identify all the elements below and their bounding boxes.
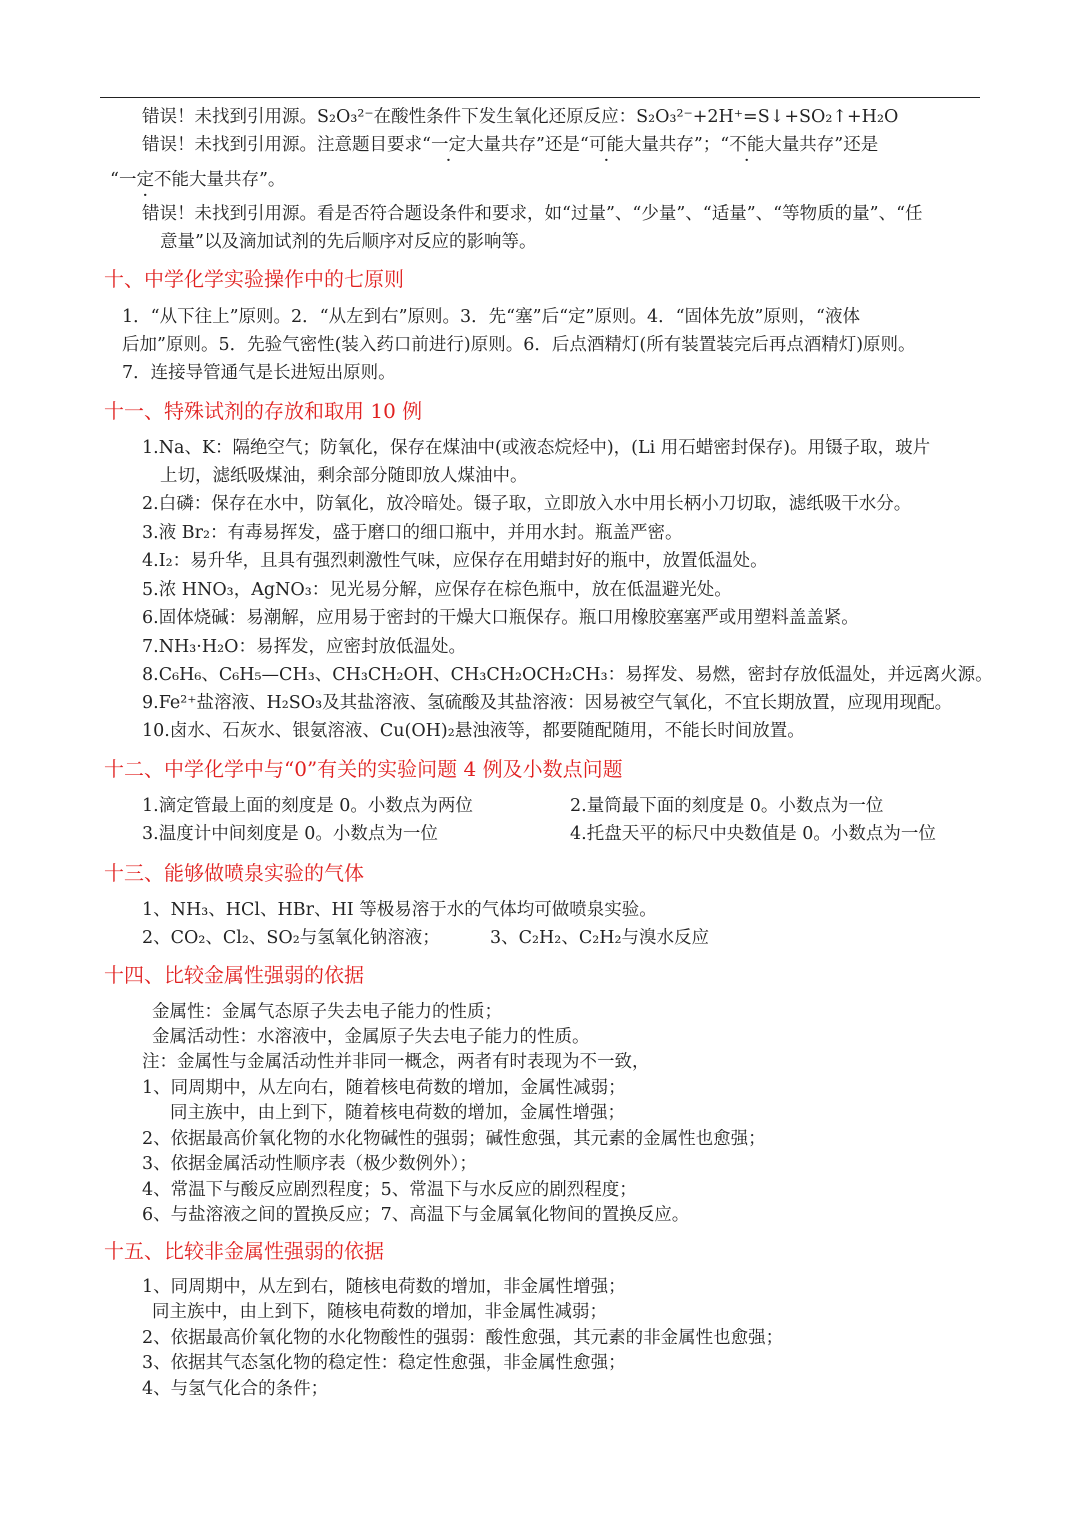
s12-item-1: 1.滴定管最上面的刻度是 0。小数点为两位 (142, 796, 473, 816)
s14-line-7: 3、依据金属活动性顺序表（极少数例外）； (142, 1154, 477, 1174)
s12-item-4: 4.托盘天平的标尺中央数值是 0。小数点为一位 (570, 824, 936, 844)
s11-item-1: 1.Na、K：隔绝空气；防氧化，保存在煤油中(或液态烷烃中)，(Li 用石蜡密封保存)。用镊子取，玻片 (142, 438, 931, 458)
section-15-heading: 十五、比较非金属性强弱的依据 (104, 1239, 384, 1263)
s12-item-3: 3.温度计中间刻度是 0。小数点为一位 (142, 824, 438, 844)
section-10-heading: 十、中学化学实验操作中的七原则 (104, 267, 404, 291)
intro-line-5: 意量”以及滴加试剂的先后顺序对反应的影响等。 (160, 232, 537, 252)
intro-line-2: 错误！未找到引用源。注意题目要求“一定大量共存”还是“可能大量共存”；“不能大量共存”还是 (142, 135, 879, 155)
s13-line-1: 1、NH₃、HCl、HBr、HI 等极易溶于水的气体均可做喷泉实验。 (142, 900, 657, 920)
emphasis-dots: 可能 (588, 135, 624, 155)
s11-item-9: 9.Fe²⁺盐溶液、H₂SO₃及其盐溶液、氢硫酸及其盐溶液：因易被空气氧化，不宜长期放置，应现用现配。 (142, 693, 953, 713)
s15-line-4: 3、依据其气态氢化物的稳定性：稳定性愈强，非金属性愈强； (142, 1353, 626, 1373)
section-14-heading: 十四、比较金属性强弱的依据 (104, 963, 364, 987)
s14-line-9: 6、与盐溶液之间的置换反应；7、高温下与金属氧化物间的置换反应。 (142, 1205, 690, 1225)
s14-line-2: 金属活动性：水溶液中，金属原子失去电子能力的性质。 (152, 1027, 590, 1047)
s11-item-2: 2.白磷：保存在水中，防氧化，放冷暗处。镊子取，立即放入水中用长柄小刀切取，滤纸吸干水分。 (142, 494, 912, 514)
emphasis-dots: 一定 (430, 135, 466, 155)
s14-line-8: 4、常温下与酸反应剧烈程度；5、常温下与水反应的剧烈程度； (142, 1180, 637, 1200)
s11-item-8: 8.C₆H₆、C₆H₅—CH₃、CH₃CH₂OH、CH₃CH₂OCH₂CH₃：易挥发、易燃，密封存放低温处，并远离火源。 (142, 665, 993, 685)
s12-item-2: 2.量筒最下面的刻度是 0。小数点为一位 (570, 796, 884, 816)
s15-line-3: 2、依据最高价氧化物的水化物酸性的强弱：酸性愈强，其元素的非金属性也愈强； (142, 1328, 784, 1348)
intro-line-3: “一定不能大量共存”。 (110, 170, 286, 190)
section-13-heading: 十三、能够做喷泉实验的气体 (104, 861, 364, 885)
s15-line-2: 同主族中，由上到下，随核电荷数的增加，非金属性减弱； (152, 1302, 607, 1322)
s15-line-5: 4、与氢气化合的条件； (142, 1379, 329, 1399)
s11-item-5: 5.浓 HNO₃，AgNO₃：见光易分解，应保存在棕色瓶中，放在低温避光处。 (142, 580, 732, 600)
s14-line-1: 金属性：金属气态原子失去电子能力的性质； (152, 1002, 502, 1022)
emphasis-dots: 不能 (729, 135, 765, 155)
s10-line-1: 1．“从下往上”原则。2．“从左到右”原则。3．先“塞”后“定”原则。4．“固体先放”原则，“液体 (122, 307, 860, 327)
s10-line-3: 7．连接导管通气是长进短出原则。 (122, 363, 396, 383)
s13-line-2a: 2、CO₂、Cl₂、SO₂与氢氧化钠溶液； (142, 928, 440, 948)
s14-line-6: 2、依据最高价氧化物的水化物碱性的强弱；碱性愈强，其元素的金属性也愈强； (142, 1129, 766, 1149)
s14-line-3: 注：金属性与金属活动性并非同一概念，两者有时表现为不一致， (142, 1052, 650, 1072)
s14-line-5: 同主族中，由上到下，随着核电荷数的增加，金属性增强； (170, 1103, 625, 1123)
s10-line-2: 后加”原则。5．先验气密性(装入药口前进行)原则。6．后点酒精灯(所有装置装完后再点酒精灯)原则。 (122, 335, 916, 355)
s11-item-3: 3.液 Br₂：有毒易挥发，盛于磨口的细口瓶中，并用水封。瓶盖严密。 (142, 523, 683, 543)
section-12-heading: 十二、中学化学中与“0”有关的实验问题 4 例及小数点问题 (104, 757, 623, 781)
section-11-heading: 十一、特殊试剂的存放和取用 10 例 (104, 399, 423, 423)
emphasis-dots: 一定不 (118, 170, 172, 190)
s14-line-4: 1、同周期中，从左向右，随着核电荷数的增加，金属性减弱； (142, 1078, 626, 1098)
s11-item-7: 7.NH₃·H₂O：易挥发，应密封放低温处。 (142, 637, 466, 657)
intro-line-1: 错误！未找到引用源。S₂O₃²⁻在酸性条件下发生氧化还原反应：S₂O₃²⁻+2H⁺=S↓+SO₂↑+H₂O (142, 107, 899, 127)
header-rule (100, 97, 980, 98)
intro-line-4: 错误！未找到引用源。看是否符合题设条件和要求，如“过量”、“少量”、“适量”、“等物质的量”、“任 (142, 204, 923, 224)
s11-item-6: 6.固体烧碱：易潮解，应用易于密封的干燥大口瓶保存。瓶口用橡胶塞塞严或用塑料盖盖紧。 (142, 608, 859, 628)
s11-item-4: 4.I₂：易升华，且具有强烈刺激性气味，应保存在用蜡封好的瓶中，放置低温处。 (142, 551, 768, 571)
s15-line-1: 1、同周期中，从左到右，随核电荷数的增加，非金属性增强； (142, 1277, 626, 1297)
s11-item-1-cont: 上切，滤纸吸煤油，剩余部分随即放人煤油中。 (160, 466, 528, 486)
s11-item-10: 10.卤水、石灰水、银氨溶液、Cu(OH)₂悬浊液等，都要随配随用，不能长时间放置。 (142, 721, 805, 741)
s13-line-2b: 3、C₂H₂、C₂H₂与溴水反应 (490, 928, 709, 948)
